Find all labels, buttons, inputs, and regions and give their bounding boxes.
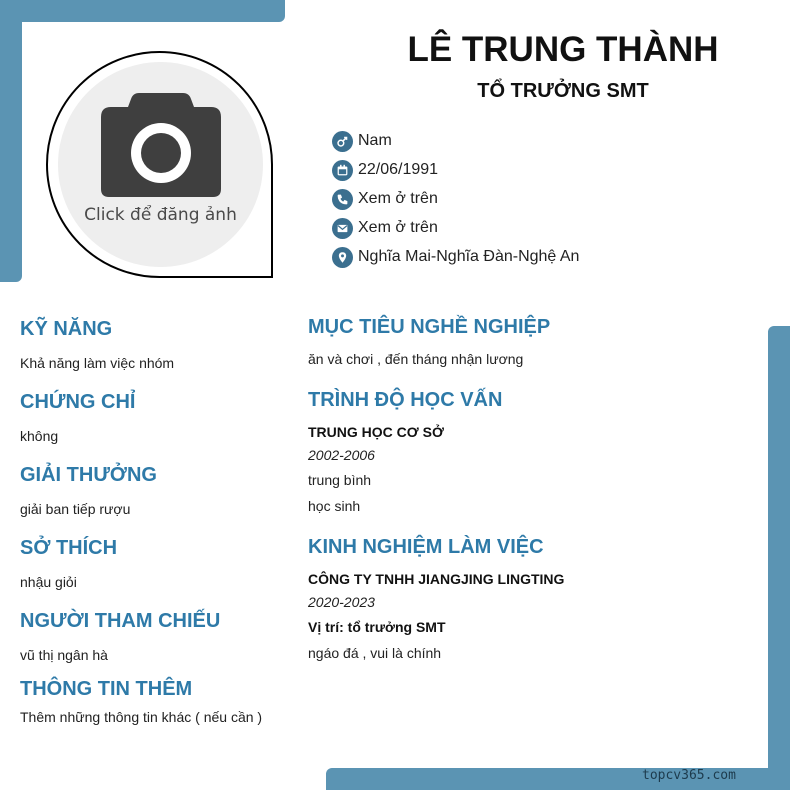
- certificates-text: không: [20, 428, 59, 444]
- more-info-text: Thêm những thông tin khác ( nếu cần ): [20, 709, 263, 725]
- phone-icon: [332, 189, 353, 210]
- info-address: [332, 246, 579, 268]
- info-address-value: Nghĩa Mai-Nghĩa Đàn-Nghệ An: [358, 248, 580, 265]
- info-email-value: Xem ở trên: [358, 219, 438, 236]
- experience-heading: KINH NGHIỆM LÀM VIỆC: [308, 536, 544, 558]
- decorative-frame-right: [768, 326, 790, 790]
- gender-icon: [332, 131, 353, 152]
- info-phone: [332, 188, 438, 210]
- awards-heading: GIẢI THƯỞNG: [20, 464, 157, 486]
- watermark: topcv365.com: [642, 768, 736, 783]
- candidate-role: TỔ TRƯỞNG SMT: [477, 80, 649, 102]
- education-period: 2002-2006: [308, 447, 375, 463]
- education-note: học sinh: [308, 498, 361, 514]
- references-text: vũ thị ngân hà: [20, 647, 108, 663]
- skills-heading: KỸ NĂNG: [20, 318, 113, 340]
- decorative-frame-left: [0, 0, 22, 282]
- objective-text: ăn và chơi , đến tháng nhận lương: [308, 351, 524, 367]
- email-icon: [332, 218, 353, 239]
- photo-upload-label[interactable]: Click để đăng ảnh: [84, 205, 237, 225]
- skills-text: Khả năng làm việc nhóm: [20, 355, 175, 371]
- info-phone-value: Xem ở trên: [358, 190, 438, 207]
- education-heading: TRÌNH ĐỘ HỌC VẤN: [308, 389, 503, 411]
- experience-company: CÔNG TY TNHH JIANGJING LINGTING: [308, 571, 565, 587]
- camera-icon[interactable]: [99, 93, 223, 199]
- experience-period: 2020-2023: [308, 594, 375, 610]
- certificates-heading: CHỨNG CHỈ: [20, 391, 136, 413]
- candidate-name: LÊ TRUNG THÀNH: [407, 30, 719, 69]
- info-gender-value: Nam: [358, 132, 392, 149]
- experience-position: Vị trí: tổ trưởng SMT: [308, 619, 446, 635]
- hobbies-heading: SỞ THÍCH: [20, 537, 118, 559]
- info-birthday: [332, 159, 438, 181]
- hobbies-text: nhậu giỏi: [20, 574, 77, 590]
- education-grade: trung bình: [308, 472, 372, 488]
- info-email: [332, 217, 438, 239]
- education-school: TRUNG HỌC CƠ SỞ: [308, 424, 444, 440]
- calendar-icon: [332, 160, 353, 181]
- more-info-heading: THÔNG TIN THÊM: [20, 678, 193, 700]
- decorative-frame-top: [0, 0, 285, 22]
- experience-description: ngáo đá , vui là chính: [308, 645, 442, 661]
- info-gender: [332, 130, 392, 152]
- objective-heading: MỤC TIÊU NGHỀ NGHIỆP: [308, 316, 551, 338]
- location-icon: [332, 247, 353, 268]
- info-birthday-value: 22/06/1991: [358, 161, 439, 178]
- awards-text: giải ban tiếp rượu: [20, 501, 131, 517]
- references-heading: NGƯỜI THAM CHIẾU: [20, 610, 221, 632]
